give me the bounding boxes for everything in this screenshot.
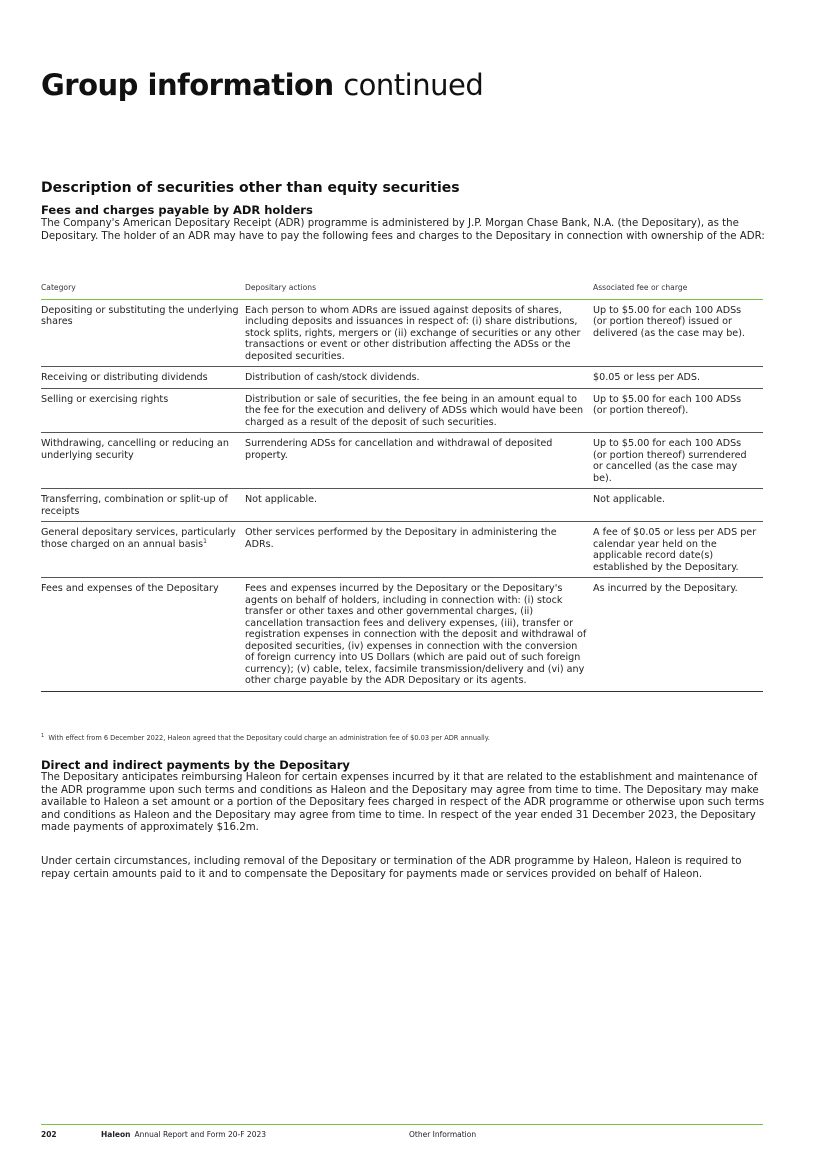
table-header-row (41, 278, 763, 299)
footer-page-number: 202 (41, 1130, 57, 1139)
cell-fee: Up to $5.00 for each 100 ADSs (or portion thereof) issued or delivered (as the case may be). (593, 299, 763, 367)
page-title-bold: Group information (41, 68, 334, 102)
header-actions: Depositary actions (245, 278, 593, 299)
cell-category: Selling or exercising rights (41, 388, 245, 433)
cell-category: Withdrawing, cancelling or reducing an underlying security (41, 433, 245, 489)
payments-paragraph-1: The Depositary anticipates reimbursing Haleon for certain expenses incurred by it that are related to the establishment and maintenance of the ADR programme upon such terms and conditions as Haleon and the Depositary may agree from time to time. The Depositary may make available to Haleon a set amount or a portion of the Depositary fees charged in respect of the ADR programme or otherwise upon such terms and conditions as Haleon and the Depositary may agree from time to time. In respect of the year ended 31 December 2023, the Depositary made payments of approximately $16.2m. (41, 772, 765, 833)
cell-fee: A fee of $0.05 or less per ADS per calendar year held on the applicable record date(s) established by the Depositary. (593, 522, 763, 578)
cell-fee: $0.05 or less per ADS. (593, 367, 763, 389)
adr-fees-heading: Fees and charges payable by ADR holders (41, 203, 313, 217)
footer-brand-name: Haleon (101, 1130, 131, 1139)
cell-actions: Distribution of cash/stock dividends. (245, 367, 593, 389)
cell-fee: Up to $5.00 for each 100 ADSs (or portion thereof) surrendered or cancelled (as the case may be). (593, 433, 763, 489)
footnote (41, 733, 490, 742)
cell-category (41, 522, 245, 578)
cell-fee: As incurred by the Depositary. (593, 578, 763, 692)
section-title: Description of securities other than equity securities (41, 180, 460, 196)
cell-actions: Distribution or sale of securities, the fee being in an amount equal to the fee for the execution and delivery of ADSs which would have been charged as a result of the deposit of such securities. (245, 388, 593, 433)
cell-category: Receiving or distributing dividends (41, 367, 245, 389)
table-row (41, 489, 763, 522)
footnote-marker: 1 (203, 537, 207, 545)
table-row (41, 299, 763, 367)
cell-category: Depositing or substituting the underlying shares (41, 299, 245, 367)
table-row (41, 367, 763, 389)
footnote-text: With effect from 6 December 2022, Haleon agreed that the Depositary could charge an administration fee of $0.03 per ADR annually. (48, 734, 490, 743)
adr-fees-intro: The Company's American Depositary Receipt (ADR) programme is administered by J.P. Morgan Chase Bank, N.A. (the Depositary), as the Depositary. The holder of an ADR may have to pay the following fees and charges to the Depositary in connection with ownership of the ADR: (41, 218, 765, 242)
header-category: Category (41, 278, 245, 299)
cell-actions: Fees and expenses incurred by the Depositary or the Depositary's agents on behalf of holders, including in connection with: (i) stock transfer or other taxes and other governmental charges, (ii) cancellation transaction fees and delivery expenses, (iii), transfer or registration expenses in connection with the deposit and withdrawal of deposited securities, (iv) expenses in connection with the conversion of foreign currency into US Dollars (which are paid out of such foreign currency); (v) cable, telex, facsimile transmission/delivery and (vi) any other charge payable by the ADR Depositary or its agents. (245, 578, 593, 692)
footer-report-title: Annual Report and Form 20-F 2023 (134, 1130, 267, 1139)
cell-actions: Surrendering ADSs for cancellation and withdrawal of deposited property. (245, 433, 593, 489)
cell-fee: Up to $5.00 for each 100 ADSs (or portion thereof). (593, 388, 763, 433)
cell-category-text: General depositary services, particularly those charged on an annual basis (41, 527, 236, 550)
page-title-light: continued (343, 68, 484, 102)
header-fee: Associated fee or charge (593, 278, 763, 299)
table-row (41, 388, 763, 433)
payments-paragraph-2: Under certain circumstances, including removal of the Depositary or termination of the ADR programme by Haleon, Haleon is required to repay certain amounts paid to it and to compensate the Depositary for payments made or services provided on behalf of Haleon. (41, 856, 742, 880)
fees-table (41, 278, 763, 692)
table-row (41, 578, 763, 692)
page-title (41, 68, 483, 102)
cell-category: Fees and expenses of the Depositary (41, 578, 245, 692)
payments-heading: Direct and indirect payments by the Depositary (41, 758, 350, 772)
cell-actions: Each person to whom ADRs are issued against deposits of shares, including deposits and issuances in respect of: (i) share distributions, stock splits, rights, mergers or (ii) exchange of securities or any other transactions or event or other distribution affecting the ADSs or the deposited securities. (245, 299, 593, 367)
cell-actions: Other services performed by the Depositary in administering the ADRs. (245, 522, 593, 578)
footer-section-name: Other Information (409, 1130, 477, 1139)
footer-divider (41, 1124, 763, 1125)
cell-fee: Not applicable. (593, 489, 763, 522)
footer-brand (101, 1130, 266, 1139)
cell-actions: Not applicable. (245, 489, 593, 522)
footnote-number: 1 (41, 733, 45, 739)
table-row (41, 522, 763, 578)
table-row (41, 433, 763, 489)
cell-category: Transferring, combination or split-up of receipts (41, 489, 245, 522)
